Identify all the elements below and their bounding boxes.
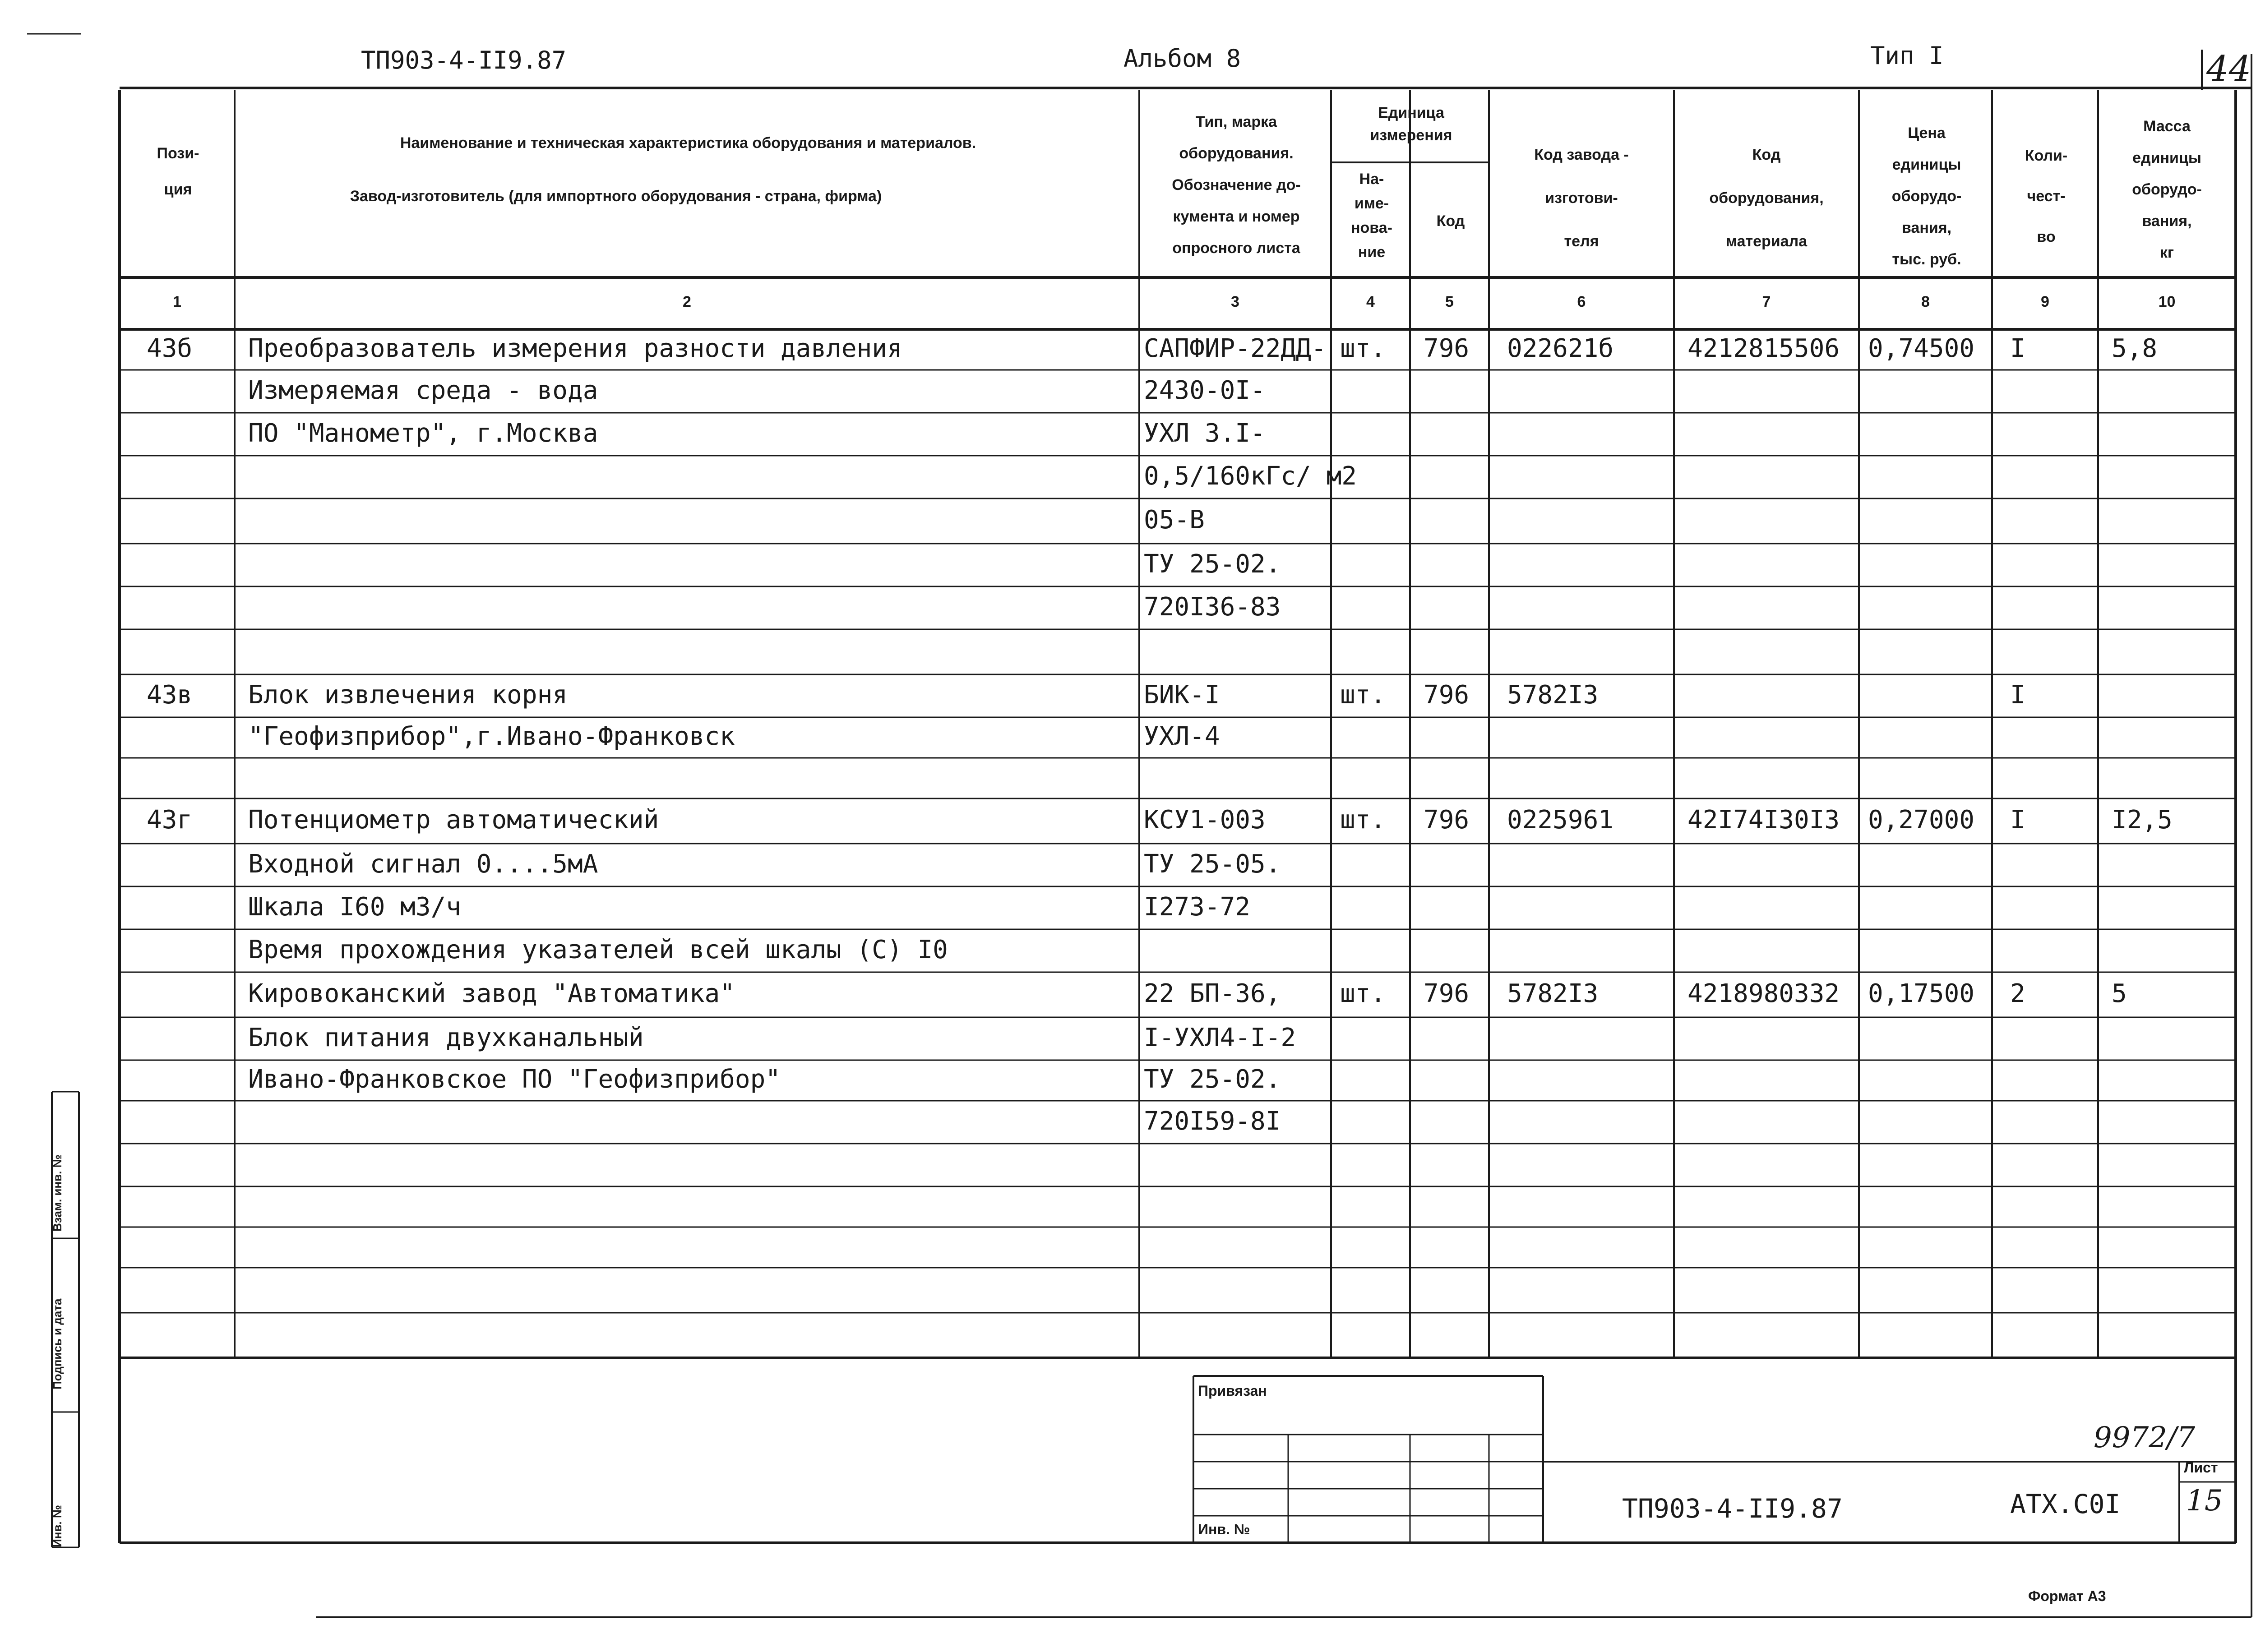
row-name: Измеряемая среда - вода xyxy=(248,375,598,405)
stamp-sheet-code: АТХ.С0I xyxy=(2010,1489,2121,1519)
col-name-header-line1: Наименование и техническая характеристика оборудования и материалов. xyxy=(400,134,976,152)
side-label-sign-date: Подпись и дата xyxy=(51,1298,64,1389)
row-type-mark: 2430-0I- xyxy=(1144,375,1266,405)
side-label-exchange: Взам. инв. № xyxy=(51,1154,64,1232)
col-maker-code-header: Код завода - изготови- теля xyxy=(1534,146,1629,250)
row-maker-code: 5782I3 xyxy=(1507,979,1599,1008)
format-label: Формат А3 xyxy=(2028,1588,2106,1604)
row-unit-name: шт. xyxy=(1340,680,1386,710)
row-type-mark: ТУ 25-02. xyxy=(1144,549,1281,579)
col-price-header: Цена единицы оборудо- вания, тыс. руб. xyxy=(1891,125,1962,268)
row-name: Блок извлечения корня xyxy=(248,680,568,710)
row-maker-code: 0225961 xyxy=(1507,805,1614,835)
side-label-inv: Инв. № xyxy=(51,1505,64,1547)
row-quantity: I xyxy=(2010,334,2025,363)
row-type-mark: БИК-I xyxy=(1144,680,1220,710)
row-equipment-code: 4212815506 xyxy=(1687,334,1840,363)
row-name: "Геофизприбор",г.Ивано-Франковск xyxy=(248,722,735,751)
row-type-mark: I273-72 xyxy=(1144,892,1251,922)
row-name: Потенциометр автоматический xyxy=(248,805,659,835)
row-equipment-code: 4218980332 xyxy=(1687,979,1840,1008)
row-mass: 5 xyxy=(2112,979,2127,1008)
row-type-mark: 05-В xyxy=(1144,505,1205,535)
row-type-mark: 720I36-83 xyxy=(1144,592,1281,622)
col-quantity-header: Коли- чест- во xyxy=(2025,147,2068,245)
row-type-mark: ТУ 25-05. xyxy=(1144,849,1281,879)
row-price: 0,17500 xyxy=(1868,979,1975,1008)
row-type-mark: 0,5/160кГс/ м2 xyxy=(1144,461,1357,491)
row-name: Время прохождения указателей всей шкалы (С) I0 xyxy=(248,935,948,964)
column-number: 8 xyxy=(1921,293,1930,310)
type-label: Тип I xyxy=(1870,42,1944,70)
row-name: Шкала I60 м3/ч xyxy=(248,892,462,922)
stamp-doc-code: ТП903-4-II9.87 xyxy=(1622,1493,1843,1524)
row-price: 0,74500 xyxy=(1868,334,1975,363)
row-name: ПО "Манометр", г.Москва xyxy=(248,418,598,448)
row-type-mark: КСУ1-003 xyxy=(1144,805,1266,835)
row-quantity: 2 xyxy=(2010,979,2025,1008)
row-type-mark: УХЛ 3.I- xyxy=(1144,418,1266,448)
col-position-header: Пози- ция xyxy=(157,145,199,198)
row-position: 43б xyxy=(147,334,193,363)
col-type-header: Тип, марка оборудования. Обозначение до- кумента и номер опросного листа xyxy=(1172,113,1301,257)
row-type-mark: 720I59-8I xyxy=(1144,1106,1281,1136)
album-label: Альбом 8 xyxy=(1123,44,1241,73)
column-number: 6 xyxy=(1577,293,1586,310)
column-number: 4 xyxy=(1366,293,1375,310)
column-number: 7 xyxy=(1762,293,1771,310)
row-position: 43в xyxy=(147,680,193,710)
row-maker-code: 5782I3 xyxy=(1507,680,1599,710)
column-number: 3 xyxy=(1231,293,1239,310)
corner-number: 44 xyxy=(2206,49,2251,89)
col-name-header-line2: Завод-изготовитель (для импортного оборудования - страна, фирма) xyxy=(350,188,882,205)
row-equipment-code: 42I74I30I3 xyxy=(1687,805,1840,835)
row-name: Блок питания двухканальный xyxy=(248,1023,644,1052)
row-mass: 5,8 xyxy=(2112,334,2158,363)
col-unit-name-header: На- име- нова- ние xyxy=(1351,171,1392,261)
column-number: 2 xyxy=(683,293,691,310)
row-quantity: I xyxy=(2010,805,2025,835)
project-code: ТП903-4-II9.87 xyxy=(361,46,567,74)
stamp-sheet-number: 15 xyxy=(2186,1484,2223,1518)
row-type-mark: УХЛ-4 xyxy=(1144,722,1220,751)
row-type-mark: I-УХЛ4-I-2 xyxy=(1144,1023,1296,1052)
column-number: 10 xyxy=(2158,293,2176,310)
col-equipment-code-header: Код оборудования, материала xyxy=(1709,146,1824,250)
column-number: 1 xyxy=(173,293,181,310)
row-unit-name: шт. xyxy=(1340,805,1386,835)
row-name: Входной сигнал 0....5мА xyxy=(248,849,598,879)
row-unit-code: 796 xyxy=(1424,680,1470,710)
row-unit-name: шт. xyxy=(1340,334,1386,363)
column-number: 5 xyxy=(1445,293,1454,310)
row-type-mark: САПФИР-22ДД- xyxy=(1144,334,1327,363)
row-unit-code: 796 xyxy=(1424,979,1470,1008)
row-name: Кировоканский завод "Автоматика" xyxy=(248,979,735,1008)
row-unit-name: шт. xyxy=(1340,979,1386,1008)
row-mass: I2,5 xyxy=(2112,805,2173,835)
row-type-mark: 22 БП-36, xyxy=(1144,979,1281,1008)
stamp-bound-label: Привязан xyxy=(1198,1383,1267,1399)
column-number: 9 xyxy=(2041,293,2049,310)
col-mass-header: Масса единицы оборудо- вания, кг xyxy=(2132,118,2202,261)
row-maker-code: 022621б xyxy=(1507,334,1614,363)
row-type-mark: ТУ 25-02. xyxy=(1144,1065,1281,1094)
stamp-handwritten-number: 9972/7 xyxy=(2094,1421,2196,1454)
stamp-sheet-label: Лист xyxy=(2184,1459,2218,1476)
row-name: Ивано-Франковское ПО "Геофизприбор" xyxy=(248,1065,781,1094)
row-unit-code: 796 xyxy=(1424,334,1470,363)
stamp-inv-label: Инв. № xyxy=(1198,1521,1250,1537)
col-unit-code-header: Код xyxy=(1436,212,1465,230)
row-position: 43г xyxy=(147,805,193,835)
row-price: 0,27000 xyxy=(1868,805,1975,835)
row-quantity: I xyxy=(2010,680,2025,710)
row-unit-code: 796 xyxy=(1424,805,1470,835)
col-unit-group-header: Единица измерения xyxy=(1370,104,1452,144)
row-name: Преобразователь измерения разности давления xyxy=(248,334,902,363)
